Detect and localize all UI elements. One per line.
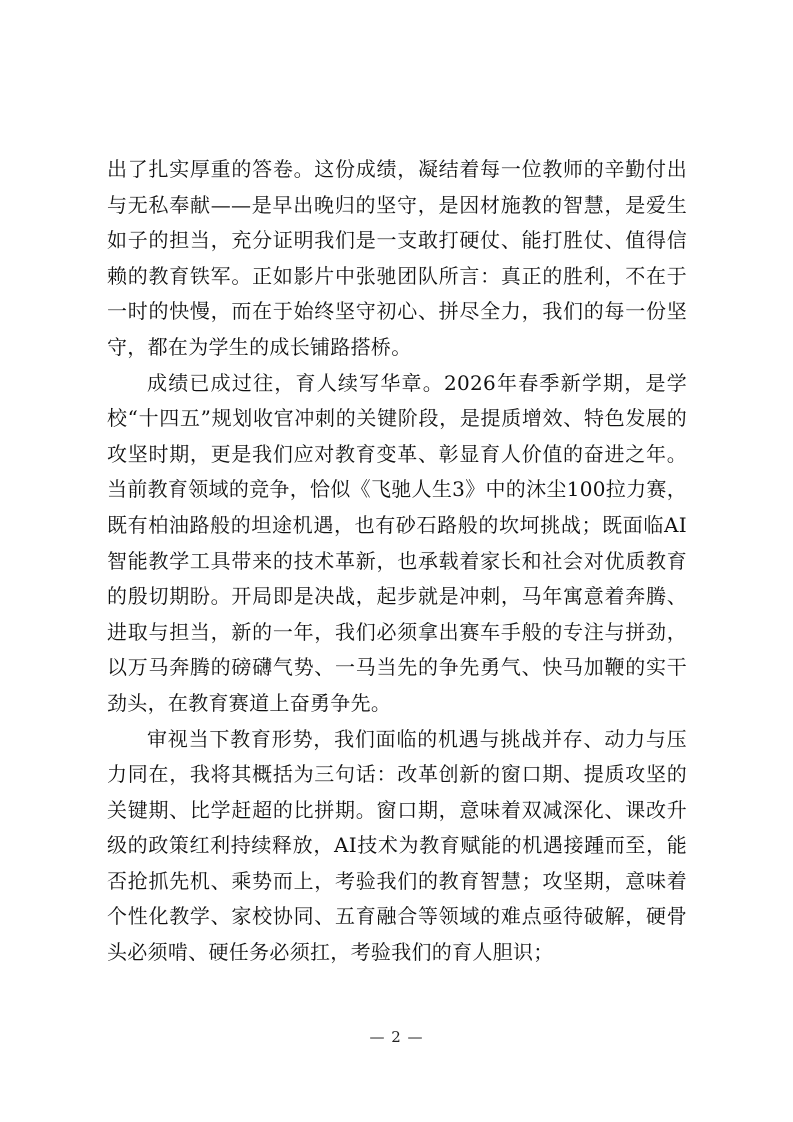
page-number: — 2 — (369, 1028, 424, 1046)
paragraph-1: 出了扎实厚重的答卷。这份成绩，凝结着每一位教师的辛勤付出与无私奉献——是早出晚归的坚守，是因材施教的智慧，是爱生如子的担当，充分证明我们是一支敢打硬仗、能打胜仗、值得信赖的教育铁军。正如影片中张驰团队所言：真正的胜利，不在于一时的快慢，而在于始终坚守初心、拼尽全力，我们的每一份坚守，都在为学生的成长铺路搭桥。 (107, 157, 687, 359)
paragraph-2: 成绩已成过往，育人续写华章。2026年春季新学期，是学校“十四五”规划收官冲刺的关键阶段，是提质增效、特色发展的攻坚时期，更是我们应对教育变革、彰显育人价值的奋进之年。当前教育领域的竞争，恰似《飞驰人生3》中的沐尘100拉力赛，既有柏油路般的坦途机遇，也有砂石路般的坎坷挑战；既面临AI智能教学工具带来的技术革新，也承载着家长和社会对优质教育的殷切期盼。开局即是决战，起步就是冲刺，马年寓意着奔腾、进取与担当，新的一年，我们必须拿出赛车手般的专注与拼劲，以万马奔腾的磅礴气势、一马当先的争先勇气、快马加鞭的实干劲头，在教育赛道上奋勇争先。 (107, 370, 687, 715)
document-body (107, 152, 687, 971)
paragraph-3: 审视当下教育形势，我们面临的机遇与挑战并存、动力与压力同在，我将其概括为三句话：改革创新的窗口期、提质攻坚的关键期、比学赶超的比拼期。窗口期，意味着双减深化、课改升级的政策红利持续释放，AI技术为教育赋能的机遇接踵而至，能否抢抓先机、乘势而上，考验我们的教育智慧；攻坚期，意味着个性化教学、家校协同、五育融合等领域的难点亟待破解，硬骨头必须啃、硬任务必须扛，考验我们的育人胆识； (107, 726, 687, 965)
